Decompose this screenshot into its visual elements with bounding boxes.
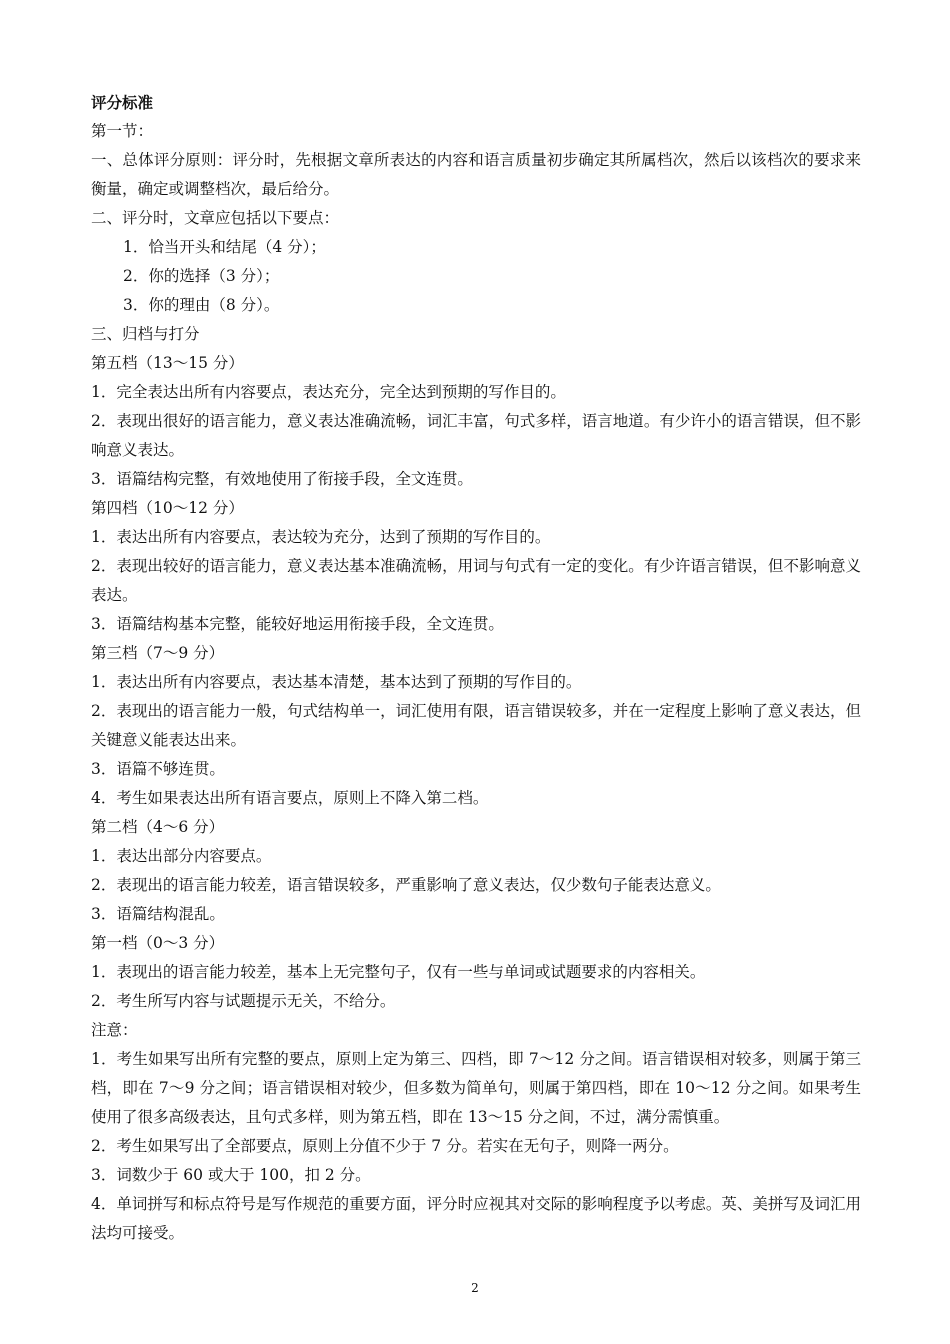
section-label: 第一节：: [91, 122, 154, 140]
grade-item: 2．表现出的语言能力较差，语言错误较多，严重影响了意义表达，仅少数句子能表达意义。: [91, 876, 721, 894]
grade-item: 3．语篇结构混乱。: [91, 905, 225, 923]
notes-heading: 注意：: [91, 1021, 138, 1039]
page-number: 2: [471, 1281, 479, 1295]
grading-heading: 三、归档与打分: [91, 325, 200, 343]
note-item: 2．考生如果写出了全部要点，原则上分值不少于 7 分。若实在无句子，则降一两分。: [91, 1137, 679, 1155]
point-item: 1．恰当开头和结尾（4 分）；: [123, 238, 326, 256]
grade-label: 第三档（7～9 分）: [91, 644, 225, 662]
grade-label: 第四档（10～12 分）: [91, 499, 244, 517]
point-item: 2．你的选择（3 分）；: [123, 267, 280, 285]
document-body: [91, 88, 861, 1248]
note-item: 3．词数少于 60 或大于 100，扣 2 分。: [91, 1166, 371, 1184]
grade-item: 4．考生如果表达出所有语言要点，原则上不降入第二档。: [91, 789, 489, 807]
grade-item: 3．语篇结构基本完整，能较好地运用衔接手段，全文连贯。: [91, 615, 504, 633]
grade-item: 1．表达出所有内容要点，表达较为充分，达到了预期的写作目的。: [91, 528, 551, 546]
grade-label: 第五档（13～15 分）: [91, 354, 244, 372]
points-heading: 二、评分时，文章应包括以下要点：: [91, 209, 340, 227]
grade-label: 第二档（4～6 分）: [91, 818, 225, 836]
grade-label: 第一档（0～3 分）: [91, 934, 225, 952]
grade-item: 2．表现出很好的语言能力，意义表达准确流畅，词汇丰富，句式多样，语言地道。有少许小的语言错误，但不影响意义表达。: [91, 412, 861, 459]
grade-item: 2．考生所写内容与试题提示无关，不给分。: [91, 992, 396, 1010]
grade-item: 3．语篇结构完整，有效地使用了衔接手段，全文连贯。: [91, 470, 473, 488]
point-item: 3．你的理由（8 分）。: [123, 296, 280, 314]
general-principle: 一、总体评分原则：评分时，先根据文章所表达的内容和语言质量初步确定其所属档次，然后以该档次的要求来衡量，确定或调整档次，最后给分。: [91, 151, 861, 198]
grade-item: 1．完全表达出所有内容要点，表达充分，完全达到预期的写作目的。: [91, 383, 566, 401]
grade-item: 1．表达出部分内容要点。: [91, 847, 272, 865]
note-item: 4．单词拼写和标点符号是写作规范的重要方面，评分时应视其对交际的影响程度予以考虑。英、美拼写及词汇用法均可接受。: [91, 1195, 861, 1242]
grade-item: 2．表现出较好的语言能力，意义表达基本准确流畅，用词与句式有一定的变化。有少许语言错误，但不影响意义表达。: [91, 557, 861, 604]
grade-item: 1．表现出的语言能力较差，基本上无完整句子，仅有一些与单词或试题要求的内容相关。: [91, 963, 706, 981]
grade-item: 2．表现出的语言能力一般，句式结构单一，词汇使用有限，语言错误较多，并在一定程度上影响了意义表达，但关键意义能表达出来。: [91, 702, 861, 749]
document-title: 评分标准: [91, 93, 154, 112]
note-item: 1．考生如果写出所有完整的要点，原则上定为第三、四档，即 7～12 分之间。语言错误相对较多，则属于第三档，即在 7～9 分之间；语言错误相对较少，但多数为简单句，则属于第四档，即在 10～12 分之间。如果考生使用了很多高级表达，且句式多样，则为第五档，即在 13～15 分之间，不过，满分需慎重。: [91, 1050, 861, 1126]
grade-item: 1．表达出所有内容要点，表达基本清楚，基本达到了预期的写作目的。: [91, 673, 582, 691]
grade-item: 3．语篇不够连贯。: [91, 760, 225, 778]
